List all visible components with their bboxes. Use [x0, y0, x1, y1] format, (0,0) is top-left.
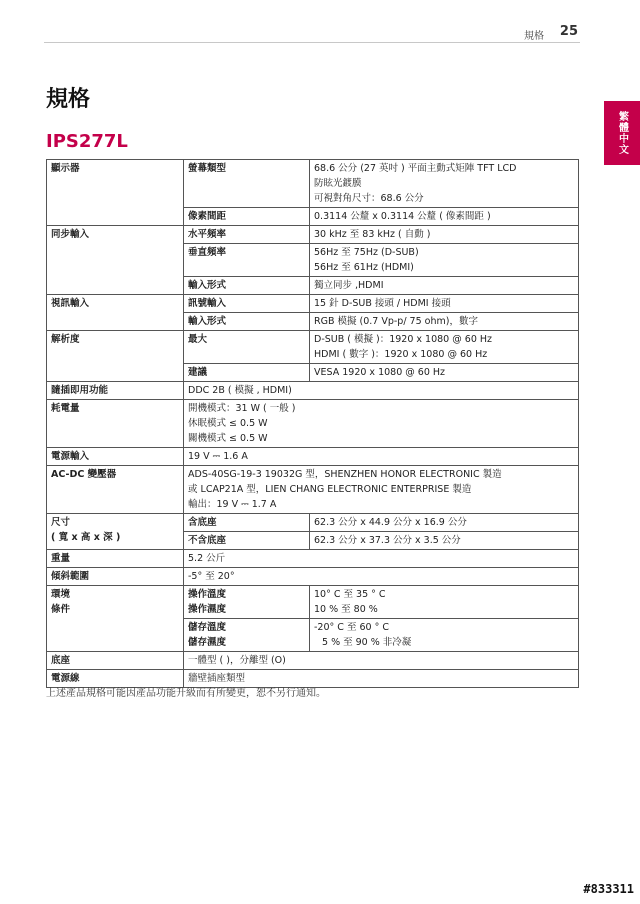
row-label-power-cord: 電源線: [47, 670, 184, 688]
model-name: IPS277L: [46, 131, 128, 152]
value-line: HDMI ( 數字 )：1920 x 1080 @ 60 Hz: [314, 349, 488, 360]
value-line: ADS-40SG-19-3 19032G 型，SHENZHEN HONOR ELECTRONIC 製造: [188, 469, 502, 480]
header-divider: [44, 42, 580, 43]
label-line: 尺寸: [51, 517, 71, 528]
value-stand: 一體型 ( )，分離型 (O): [184, 652, 579, 670]
value-weight: 5.2 公斤: [184, 550, 579, 568]
sub-label-panel-type: 螢幕類型: [184, 160, 310, 208]
row-label-display: 顯示器: [47, 160, 184, 226]
value-line: 防眩光鍍膜: [314, 178, 362, 189]
value-line: 10 % 至 80 %: [314, 604, 378, 615]
sub-label-signal-input: 訊號輸入: [184, 295, 310, 313]
table-row: [47, 466, 579, 514]
sub-label-video-input-form: 輸入形式: [184, 313, 310, 331]
value-with-stand: 62.3 公分 x 44.9 公分 x 16.9 公分: [310, 514, 579, 532]
value-video-input-form: RGB 模擬 (0.7 Vp-p/ 75 ohm)，數字: [310, 313, 579, 331]
value-tilt: -5° 至 20°: [184, 568, 579, 586]
sub-label-h-freq: 水平頻率: [184, 226, 310, 244]
value-adapter: [184, 466, 579, 514]
value-recommended: VESA 1920 x 1080 @ 60 Hz: [310, 364, 579, 382]
value-without-stand: 62.3 公分 x 37.3 公分 x 3.5 公分: [310, 532, 579, 550]
value-sync-input-form: 獨立同步 ,HDMI: [310, 277, 579, 295]
value-line: 可視對角尺寸：68.6 公分: [314, 193, 424, 204]
row-label-power: 耗電量: [47, 400, 184, 448]
table-row: [47, 568, 579, 586]
sub-label-operating: [184, 586, 310, 619]
label-line: ( 寬 x 高 x 深 ): [51, 532, 121, 543]
table-row: [47, 550, 579, 568]
row-label-sync-input: 同步輸入: [47, 226, 184, 295]
value-line: 輸出：19 V ⎓ 1.7 A: [188, 499, 277, 510]
page-number: 25: [559, 24, 578, 39]
row-label-adapter: AC-DC 變壓器: [47, 466, 184, 514]
value-line: 開機模式：31 W ( 一般 ): [188, 403, 296, 414]
row-label-weight: 重量: [47, 550, 184, 568]
label-line: 環境: [51, 589, 71, 600]
sub-label-v-freq: 垂直頻率: [184, 244, 310, 277]
value-signal-input: 15 針 D-SUB 接頭 / HDMI 接頭: [310, 295, 579, 313]
row-label-tilt: 傾斜範圍: [47, 568, 184, 586]
value-panel-type: [310, 160, 579, 208]
value-pixel-pitch: 0.3114 公釐 x 0.3114 公釐 ( 像素間距 ): [310, 208, 579, 226]
sub-label-storage: [184, 619, 310, 652]
value-line: 休眠模式 ≤ 0.5 W: [188, 418, 268, 429]
language-tab: 繁體中文: [604, 101, 640, 165]
row-label-stand: 底座: [47, 652, 184, 670]
sub-label-with-stand: 含底座: [184, 514, 310, 532]
label-line: 儲存濕度: [188, 637, 227, 648]
page-title: 規格: [46, 87, 91, 112]
label-line: 操作溫度: [188, 589, 227, 600]
table-row: [47, 448, 579, 466]
table-row: [47, 382, 579, 400]
row-label-plug-play: 隨插即用功能: [47, 382, 184, 400]
row-label-power-input: 電源輸入: [47, 448, 184, 466]
value-power-input: 19 V ⎓ 1.6 A: [184, 448, 579, 466]
label-line: 儲存溫度: [188, 622, 227, 633]
value-line: 或 LCAP21A 型，LIEN CHANG ELECTRONIC ENTERPRISE 製造: [188, 484, 472, 495]
sub-label-max: 最大: [184, 331, 310, 364]
sub-label-sync-input-form: 輸入形式: [184, 277, 310, 295]
table-row: [47, 331, 579, 364]
value-line: 10° C 至 35 ° C: [314, 589, 386, 600]
header-section-title: 規格: [524, 31, 544, 42]
value-power-cord: 牆壁插座類型: [184, 670, 579, 688]
table-row: [47, 295, 579, 313]
value-plug-play: DDC 2B ( 模擬 , HDMI): [184, 382, 579, 400]
value-v-freq: [310, 244, 579, 277]
table-row: [47, 652, 579, 670]
row-label-dimensions: [47, 514, 184, 550]
row-label-video-input: 視訊輸入: [47, 295, 184, 331]
value-line: 68.6 公分 (27 英吋 ) 平面主動式矩陣 TFT LCD: [314, 163, 517, 174]
spec-table: [46, 159, 579, 688]
value-line: 5 % 至 90 % 非冷凝: [322, 637, 412, 648]
value-operating: [310, 586, 579, 619]
label-line: 操作濕度: [188, 604, 227, 615]
table-row: [47, 586, 579, 619]
watermark-id: #833311: [583, 882, 634, 896]
value-line: 56Hz 至 61Hz (HDMI): [314, 262, 414, 273]
table-row: [47, 514, 579, 532]
table-row: [47, 226, 579, 244]
table-row: [47, 160, 579, 208]
sub-label-pixel-pitch: 像素間距: [184, 208, 310, 226]
label-line: 條件: [51, 604, 71, 615]
table-row: [47, 400, 579, 448]
value-line: 關機模式 ≤ 0.5 W: [188, 433, 268, 444]
value-line: 56Hz 至 75Hz (D-SUB): [314, 247, 419, 258]
value-storage: [310, 619, 579, 652]
value-h-freq: 30 kHz 至 83 kHz ( 自動 ): [310, 226, 579, 244]
footnote: 上述產品規格可能因產品功能升級而有所變更，恕不另行通知。: [46, 688, 326, 699]
row-label-resolution: 解析度: [47, 331, 184, 382]
sub-label-without-stand: 不含底座: [184, 532, 310, 550]
value-power: [184, 400, 579, 448]
value-line: D-SUB ( 模擬 )：1920 x 1080 @ 60 Hz: [314, 334, 493, 345]
row-label-environment: [47, 586, 184, 652]
sub-label-recommended: 建議: [184, 364, 310, 382]
value-line: -20° C 至 60 ° C: [314, 622, 389, 633]
value-max-resolution: [310, 331, 579, 364]
